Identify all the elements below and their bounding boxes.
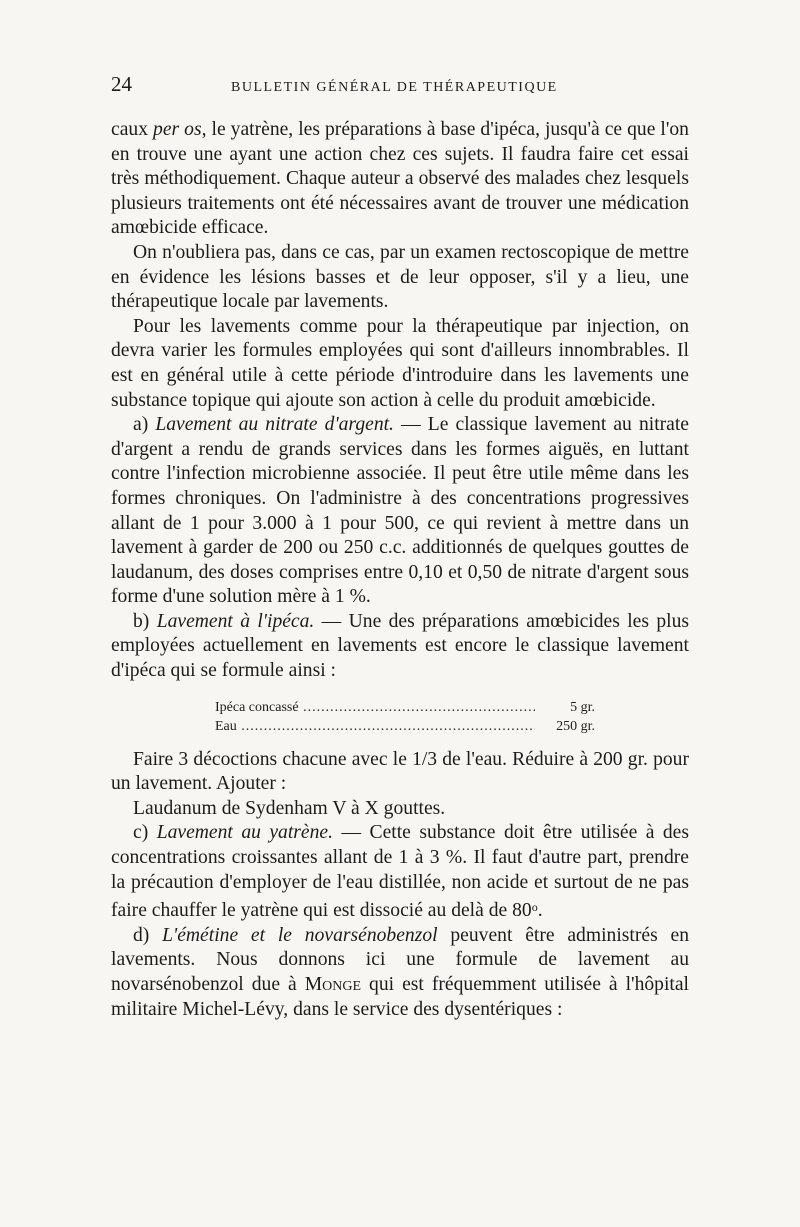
running-title: BULLETIN GÉNÉRAL DE THÉRAPEUTIQUE (231, 80, 558, 95)
ipeca-title: Lavement à l'ipéca. (156, 610, 315, 632)
nitrate-label: a) (133, 414, 156, 436)
ipeca-text: — Une des préparations amœbicides les plus employées actuellement en lavements est encore le classique lavement d'ipéca qui se formule ainsi : (111, 610, 689, 682)
emetine-end: qui est fréquemment utilisée à l'hôpital militaire Michel-Lévy, dans le service des dysentériques : (111, 974, 689, 1020)
paragraph-nitrate (111, 413, 689, 610)
p1-text-a: caux (111, 119, 154, 140)
emetine-title: L'émétine et le novarsénobenzol (162, 924, 438, 946)
paragraph-decoction: Faire 3 décoctions chacune avec le 1/3 de l'eau. Réduire à 200 gr. pour un lavement. Ajouter : (111, 748, 689, 795)
degree-mark: o (531, 900, 538, 915)
yatrene-label: c) (133, 822, 157, 844)
page-header (111, 72, 689, 108)
yatrene-end: . (537, 900, 543, 922)
paragraph-1 (111, 118, 689, 241)
paragraph-ipeca (111, 610, 689, 684)
paragraph-yatrene (111, 821, 689, 923)
recipe-quantity: 250 gr. (556, 718, 595, 734)
nitrate-title: Lavement au nitrate d'argent. (155, 414, 394, 436)
page (111, 72, 689, 1022)
yatrene-title: Lavement au yatrène. (156, 822, 334, 844)
recipe-ingredient: Eau ..... (215, 717, 535, 736)
emetine-text: peuvent être administrés en lavements. Nous donnons ici une formule de lavement au novarsénobenzol due à (111, 924, 689, 995)
p1-italic: per os (153, 119, 202, 140)
paragraph-3: Pour les lavements comme pour la thérapeutique par injection, on devra varier les formules employées qui sont d'ailleurs innombrables. Il est en général utile à cette période d'introduire dans les lavements une substance topique qui ajoute son action à celle du produit amœbicide. (111, 315, 689, 411)
paragraph-laudanum: Laudanum de Sydenham V à X gouttes. (133, 797, 446, 819)
recipe-table (215, 698, 595, 736)
emetine-label: d) (133, 924, 163, 946)
author-name: Monge (304, 974, 362, 995)
yatrene-text: — Cette substance doit être utilisée à des concentrations croissantes allant de 1 à 3 %. Il faut d'autre part, prendre la précaution d'employer de l'eau distillée, non acide et surtout de ne pas faire chauffer le yatrène qui est dissocié au delà de 80 (111, 822, 690, 922)
recipe-row (215, 698, 595, 717)
recipe-ingredient: Ipéca concassé ..... (215, 698, 535, 717)
paragraph-2: On n'oubliera pas, dans ce cas, par un examen rectoscopique de mettre en évidence les lésions basses et de leur opposer, s'il y a lieu, une thérapeutique locale par lavements. (111, 241, 689, 313)
paragraph-emetine (111, 924, 689, 1022)
recipe-quantity: 5 gr. (570, 699, 595, 715)
recipe-row (215, 717, 595, 736)
p1-text-c: , le yatrène, les préparations à base d'ipéca, jusqu'à ce que l'on en trouve une ayant une action chez ces sujets. Il faudra faire cet essai très méthodiquement. Chaque auteur a observé des malades chez lesquels plusieurs traitements ont été nécessaires avant de trouver une médication amœbicide efficace. (111, 119, 689, 239)
nitrate-text: — Le classique lavement au nitrate d'argent a rendu de grands services dans les formes aiguës, en luttant contre l'infection microbienne associée. Il peut être utile même dans les formes chroniques. On l'administre à des concentrations progressives allant de 1 pour 3.000 à 1 pour 500, ce qui revient à mettre dans un lavement à garder de 200 ou 250 c.c. additionnés de quelques gouttes de laudanum, des doses comprises entre 0,10 et 0,50 de nitrate d'argent sous forme d'une solution mère à 1 %. (111, 414, 690, 608)
ipeca-label: b) (133, 610, 157, 632)
page-number: 24 (111, 72, 132, 96)
